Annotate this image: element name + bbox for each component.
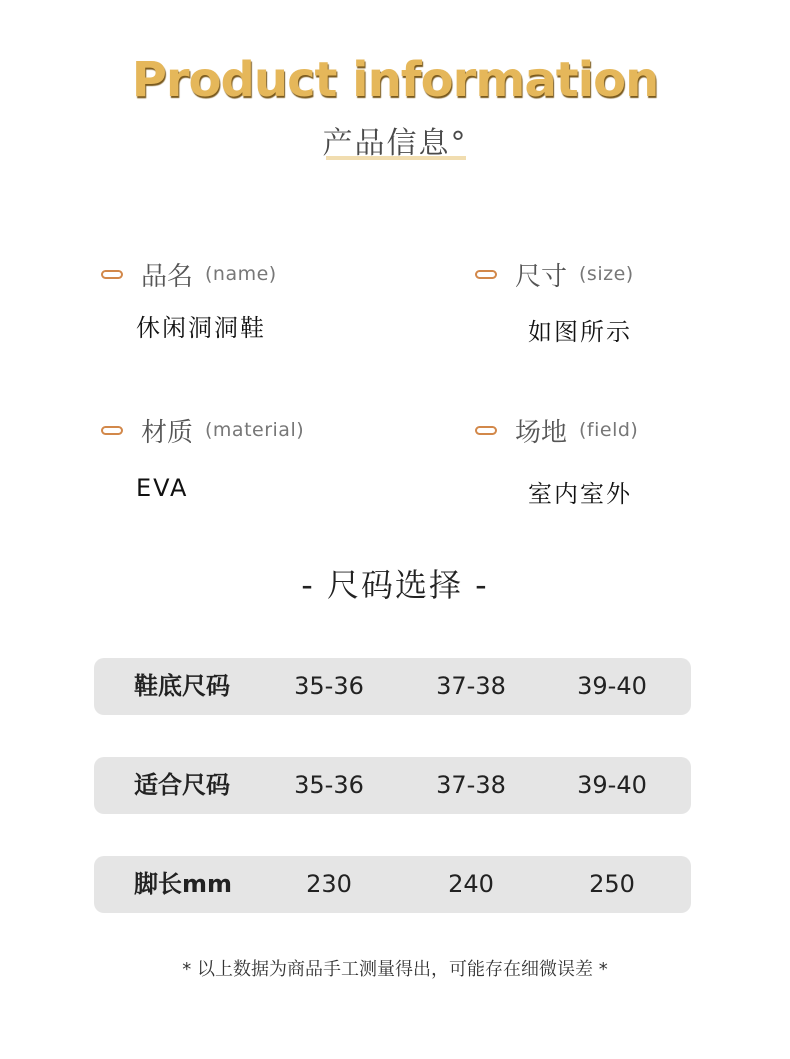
measurement-note: * 以上数据为商品手工测量得出，可能存在细微误差 *	[182, 959, 608, 980]
title-chinese: 产品信息°	[322, 126, 468, 161]
row-label: 脚长mm	[134, 870, 233, 898]
pill-icon	[101, 270, 123, 279]
info-label-cn: 场地	[515, 417, 568, 448]
info-label-cn: 尺寸	[515, 261, 568, 292]
row-value: 240	[448, 870, 494, 898]
row-value: 39-40	[577, 672, 647, 700]
row-label: 鞋底尺码	[134, 672, 230, 700]
pill-icon	[475, 426, 497, 435]
size-row-foot-length	[94, 856, 691, 913]
row-value: 230	[306, 870, 352, 898]
size-row-sole	[94, 658, 691, 715]
info-field	[475, 410, 775, 509]
info-name	[101, 254, 401, 343]
info-material	[101, 410, 401, 502]
row-value: 39-40	[577, 771, 647, 799]
title-english: Product information	[131, 52, 659, 108]
row-value: 37-38	[436, 771, 506, 799]
info-label-cn: 品名	[141, 261, 194, 292]
row-value: 35-36	[294, 672, 364, 700]
info-value: 休闲洞洞鞋	[136, 314, 266, 342]
info-label-en: (material)	[205, 419, 305, 441]
info-label-en: (name)	[205, 263, 277, 285]
row-value: 35-36	[294, 771, 364, 799]
row-value: 37-38	[436, 672, 506, 700]
pill-icon	[475, 270, 497, 279]
info-value: 室内室外	[528, 480, 632, 508]
info-value: 如图所示	[528, 318, 632, 346]
info-label-cn: 材质	[141, 417, 194, 448]
pill-icon	[101, 426, 123, 435]
info-label-en: (field)	[579, 419, 639, 441]
row-label: 适合尺码	[134, 771, 230, 799]
info-size	[475, 254, 775, 347]
size-row-fit	[94, 757, 691, 814]
info-value: EVA	[136, 474, 189, 502]
size-section-title: - 尺码选择 -	[301, 566, 489, 604]
row-value: 250	[589, 870, 635, 898]
info-label-en: (size)	[579, 263, 634, 285]
